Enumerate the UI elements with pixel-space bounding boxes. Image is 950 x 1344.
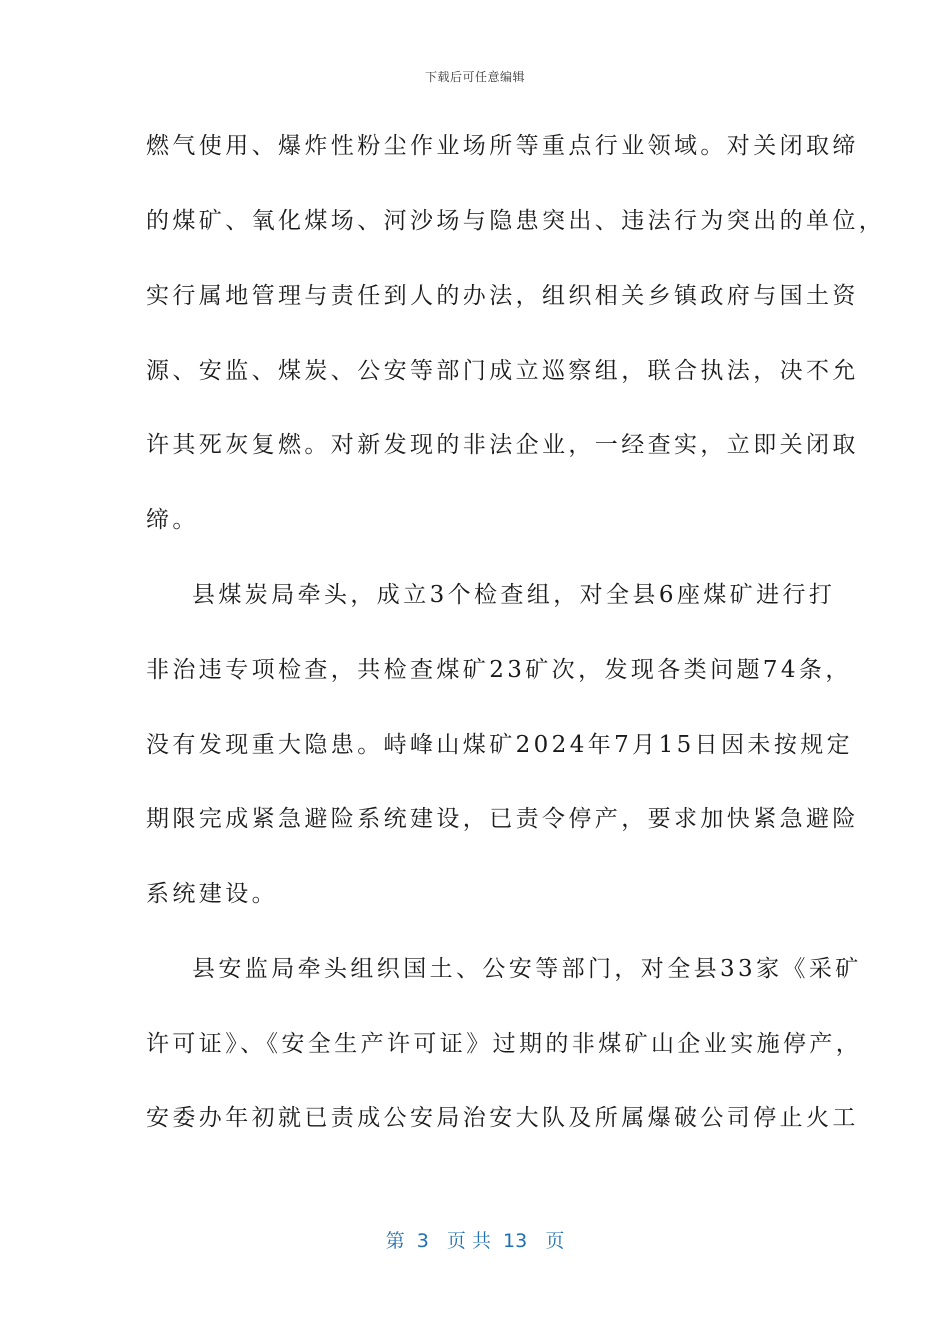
text-line: 的煤矿、氧化煤场、河沙场与隐患突出、违法行为突出的单位， [146,208,886,234]
text-line: 实行属地管理与责任到人的办法，组织相关乡镇政府与国土资 [146,283,859,309]
page-number-footer: 第 3 页 共 13 页 [385,1230,565,1252]
text-line: 非治违专项检查，共检查煤矿23矿次，发现各类问题74条， [146,657,852,683]
text-line: 安委办年初就已责成公安局治安大队及所属爆破公司停止火工 [146,1105,859,1131]
paragraph-start-line: 县安监局牵头组织国土、公安等部门，对全县33家《采矿 [192,956,862,982]
text-line: 期限完成紧急避险系统建设，已责令停产，要求加快紧急避险 [146,806,859,832]
text-line: 燃气使用、爆炸性粉尘作业场所等重点行业领域。对关闭取缔 [146,133,859,159]
paragraph-start-line: 县煤炭局牵头，成立3个检查组，对全县6座煤矿进行打 [192,582,836,608]
text-line: 许其死灰复燃。对新发现的非法企业，一经查实，立即关闭取 [146,432,859,458]
text-line: 源、安监、煤炭、公安等部门成立巡察组，联合执法，决不允 [146,358,859,384]
header-note: 下载后可任意编辑 [424,70,525,84]
text-line: 许可证》、《安全生产许可证》过期的非煤矿山企业实施停产， [146,1031,863,1057]
text-line: 系统建设。 [146,881,278,907]
text-line: 没有发现重大隐患。峙峰山煤矿2024年7月15日因未按规定 [146,732,854,758]
text-line: 缔。 [146,507,199,533]
